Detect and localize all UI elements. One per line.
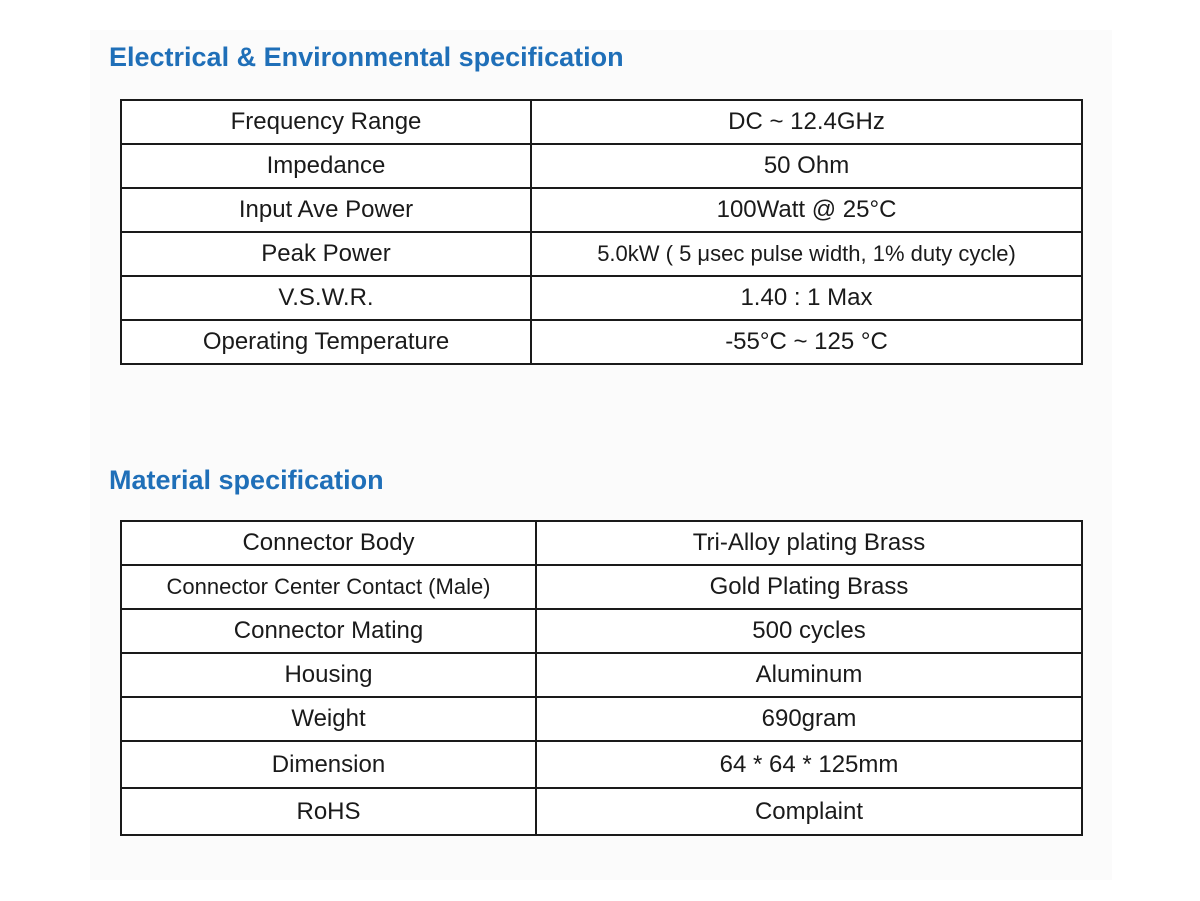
spec-value: Gold Plating Brass <box>536 565 1082 609</box>
table-row <box>121 320 1082 364</box>
spec-label: V.S.W.R. <box>121 276 531 320</box>
spec-label: Impedance <box>121 144 531 188</box>
spec-value: 690gram <box>536 697 1082 741</box>
spec-label: Housing <box>121 653 536 697</box>
table-row <box>121 188 1082 232</box>
spec-label: Frequency Range <box>121 100 531 144</box>
spec-label: Connector Mating <box>121 609 536 653</box>
table-row <box>121 521 1082 565</box>
material-spec-table <box>120 520 1083 836</box>
material-section-title: Material specification <box>109 465 384 495</box>
spec-value: 64 * 64 * 125mm <box>536 741 1082 788</box>
spec-label: Connector Center Contact (Male) <box>121 565 536 609</box>
table-row <box>121 232 1082 276</box>
table-row <box>121 788 1082 835</box>
spec-value: -55°C ~ 125 °C <box>531 320 1082 364</box>
spec-value: Aluminum <box>536 653 1082 697</box>
table-row <box>121 609 1082 653</box>
table-row <box>121 144 1082 188</box>
spec-label: Weight <box>121 697 536 741</box>
table-row <box>121 565 1082 609</box>
spec-label: Peak Power <box>121 232 531 276</box>
spec-label: Operating Temperature <box>121 320 531 364</box>
spec-label: RoHS <box>121 788 536 835</box>
electrical-spec-table <box>120 99 1083 365</box>
spec-value: Complaint <box>536 788 1082 835</box>
electrical-section-title: Electrical & Environmental specification <box>109 42 624 72</box>
spec-label: Dimension <box>121 741 536 788</box>
spec-value: DC ~ 12.4GHz <box>531 100 1082 144</box>
spec-value: 5.0kW ( 5 μsec pulse width, 1% duty cycle) <box>531 232 1082 276</box>
spec-value: 1.40 : 1 Max <box>531 276 1082 320</box>
spec-value: 100Watt @ 25°C <box>531 188 1082 232</box>
table-row <box>121 741 1082 788</box>
table-row <box>121 100 1082 144</box>
table-row <box>121 653 1082 697</box>
spec-value: 500 cycles <box>536 609 1082 653</box>
table-row <box>121 697 1082 741</box>
table-row <box>121 276 1082 320</box>
spec-value: 50 Ohm <box>531 144 1082 188</box>
spec-label: Input Ave Power <box>121 188 531 232</box>
spec-value: Tri-Alloy plating Brass <box>536 521 1082 565</box>
spec-label: Connector Body <box>121 521 536 565</box>
